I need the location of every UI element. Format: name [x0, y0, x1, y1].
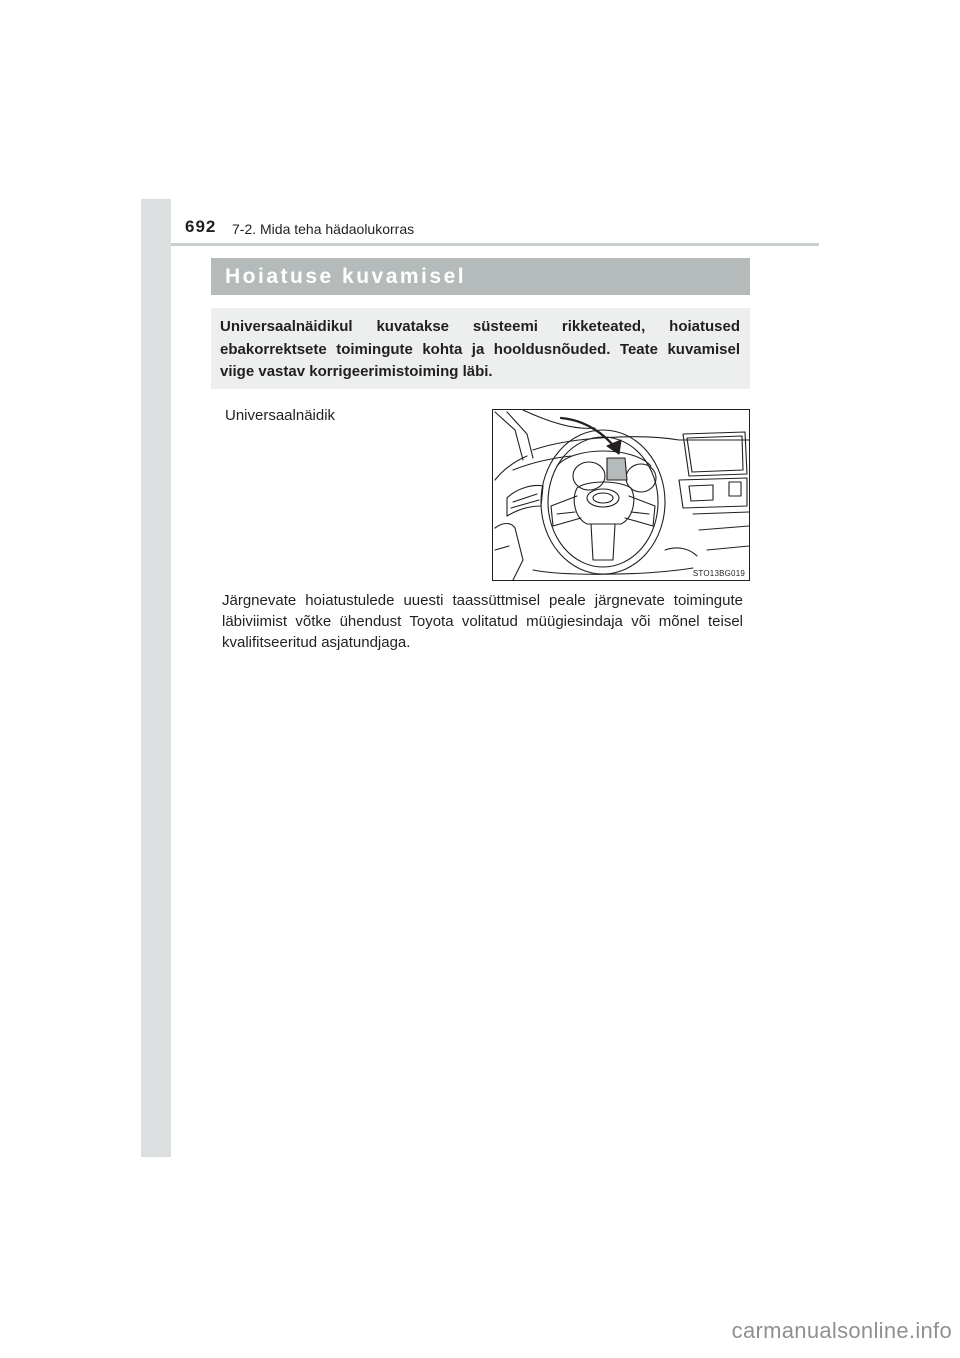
intro-summary-box [211, 308, 750, 389]
chapter-title: 7-2. Mida teha hädaolukorras [232, 221, 415, 237]
intro-summary-text: Universaalnäidikul kuvatakse süsteemi rikketeated, hoiatused ebakorrektsete toimingute kohta ja hooldusnõuded. Teate kuvamisel viige vastav korrigeerimistoiming läbi. [220, 318, 740, 380]
steering-wheel-drawing [493, 410, 749, 580]
section-heading: Hoiatuse kuvamisel [211, 258, 750, 295]
site-watermark: carmanualsonline.info [731, 1318, 952, 1343]
figure-callout-label: Universaalnäidik [225, 407, 336, 424]
side-tab-strip [141, 199, 171, 1157]
dashboard-illustration [492, 409, 750, 581]
page-number: 692 [185, 217, 217, 236]
header-divider [171, 243, 819, 246]
figure-code: STO13BG019 [692, 569, 745, 578]
body-paragraph: Järgnevate hoiatustulede uuesti taassüttmisel peale järgnevate toimingute läbiviimist võtke ühendust Toyota volitatud müügiesindaja või mõnel teisel kvalifitseeritud asjatundjaga. [222, 592, 743, 651]
